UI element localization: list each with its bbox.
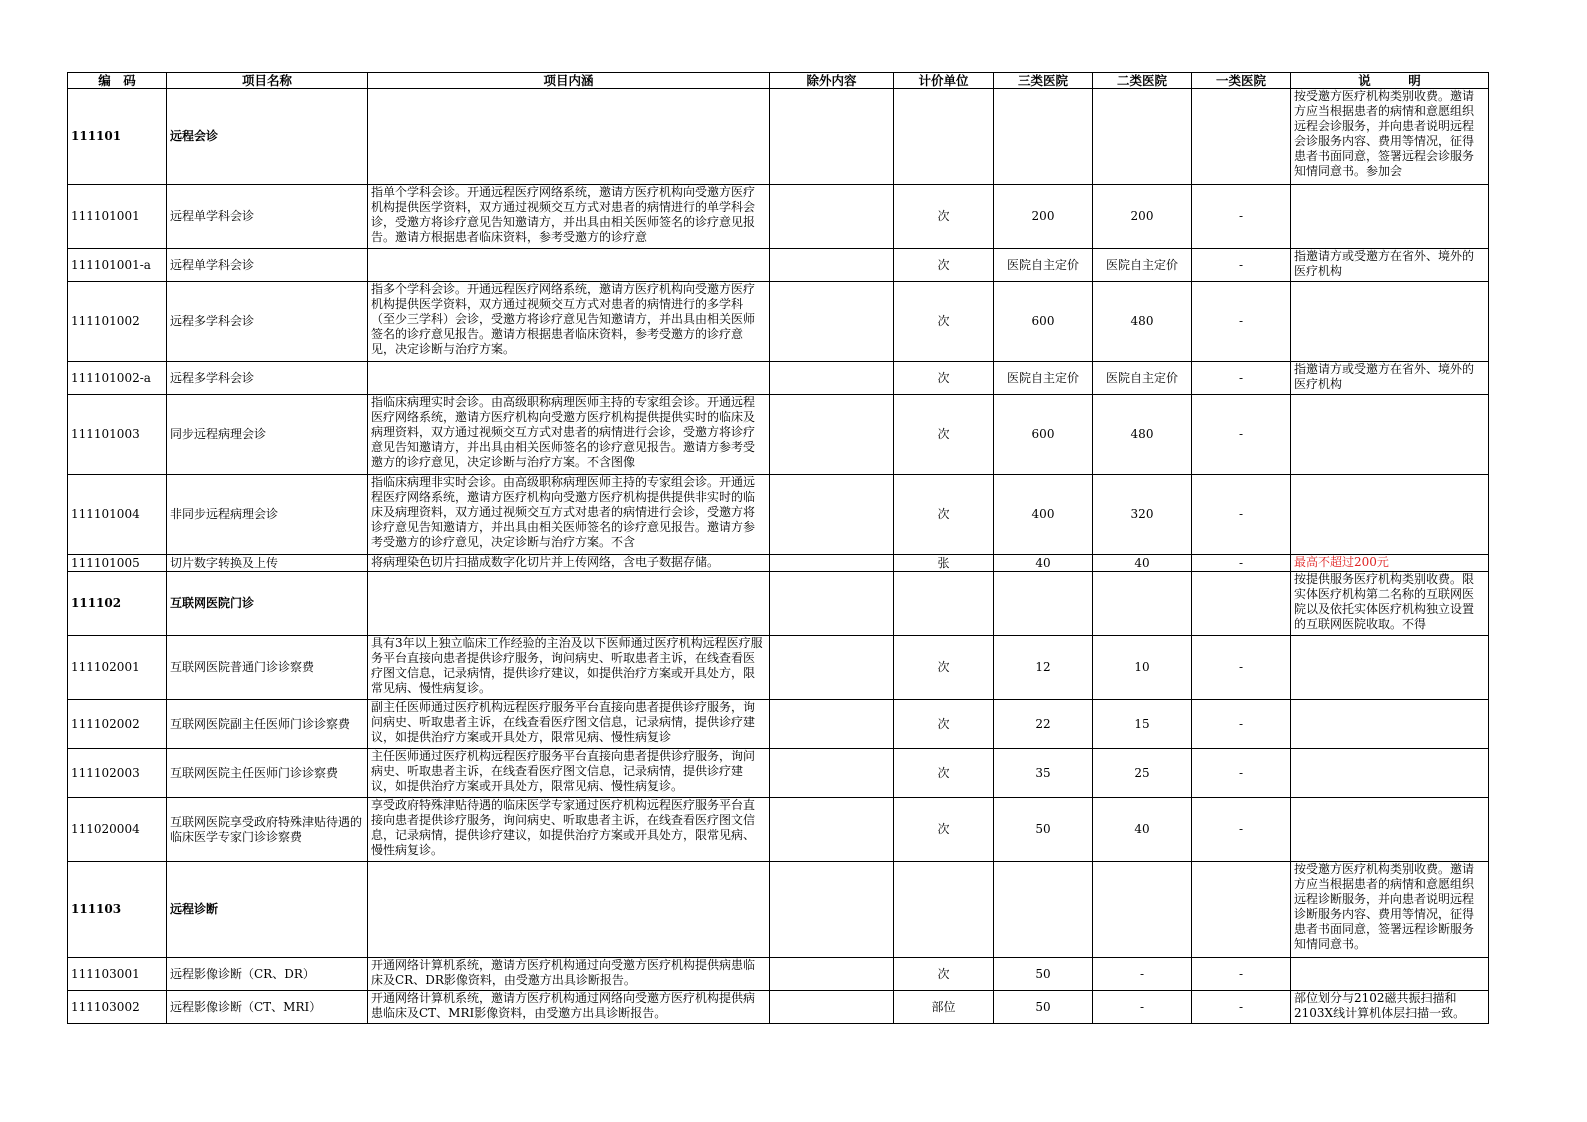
class3-price-cell-text: 50	[1035, 966, 1051, 981]
code-cell	[68, 636, 167, 700]
name-cell	[167, 798, 368, 862]
class1-price-cell	[1192, 636, 1291, 700]
code-cell-text: 111101002	[71, 314, 140, 328]
header-class3: 三类医院	[994, 73, 1093, 89]
content-cell-text: 指单个学科会诊。开通远程医疗网络系统，邀请方医疗机构向受邀方医疗机构提供医学资料，双方通过视频交互方式对患者的病情进行的单学科会诊，受邀方将诊疗意见告知邀请方，并出具由相关医师签名的诊疗意见报告。邀请方根据患者临床资料，参考受邀方的诊疗意	[371, 185, 756, 244]
content-cell	[368, 282, 770, 362]
code-cell	[68, 89, 167, 185]
class2-price-cell-text: 医院自主定价	[1105, 257, 1178, 272]
class2-price-cell-text: 10	[1134, 660, 1150, 674]
class2-price-cell-text: 480	[1130, 427, 1154, 441]
class3-price-cell-text: 600	[1031, 427, 1055, 441]
class3-price-cell-text: 200	[1031, 209, 1055, 223]
unit-cell	[894, 958, 994, 991]
code-cell	[68, 958, 167, 991]
note-cell-text: 指邀请方或受邀方在省外、境外的医疗机构	[1294, 362, 1475, 391]
class3-price-cell	[994, 282, 1093, 362]
name-cell-text: 远程影像诊断（CT、MRI）	[170, 999, 322, 1014]
unit-cell-text: 次	[937, 209, 950, 223]
unit-cell-text: 次	[937, 427, 950, 441]
class1-price-cell-text: -	[1238, 314, 1244, 328]
class3-price-cell	[994, 475, 1093, 555]
name-cell-text: 互联网医院享受政府特殊津贴待遇的临床医学专家门诊诊察费	[170, 814, 363, 844]
name-cell-text: 远程多学科会诊	[170, 370, 255, 385]
content-cell-text: 享受政府特殊津贴待遇的临床医学专家通过医疗机构远程医疗服务平台直接向患者提供诊疗服务，询问病史、听取患者主诉，在线查看医疗图文信息，记录病情，提供诊疗建议，如提供治疗方案或开具处方，限常见病、慢性病复诊。	[371, 798, 756, 857]
header-note: 说 明	[1291, 73, 1489, 89]
class2-price-cell	[1093, 282, 1192, 362]
exclusions-cell	[770, 362, 894, 395]
unit-cell	[894, 991, 994, 1024]
category-row	[68, 862, 1489, 958]
class1-price-cell	[1192, 700, 1291, 749]
code-cell	[68, 749, 167, 798]
table-row	[68, 395, 1489, 475]
class3-price-cell-text: 35	[1035, 765, 1051, 780]
code-cell	[68, 362, 167, 395]
note-cell-text: 部位划分与2102磁共振扫描和2103X线计算机体层扫描一致。	[1294, 991, 1466, 1020]
content-cell-text: 将病理染色切片扫描成数字化切片并上传网络，含电子数据存储。	[371, 555, 720, 569]
class2-price-cell	[1093, 555, 1192, 572]
class1-price-cell	[1192, 362, 1291, 395]
class1-price-cell	[1192, 475, 1291, 555]
class1-price-cell-text: -	[1238, 660, 1244, 674]
content-cell-text: 主任医师通过医疗机构远程医疗服务平台直接向患者提供诊疗服务，询问病史、听取患者主诉，在线查看医疗图文信息，记录病情，提供诊疗建议，如提供治疗方案或开具处方，限常见病、慢性病复诊。	[371, 749, 756, 793]
unit-cell	[894, 862, 994, 958]
code-cell-text: 111102003	[71, 765, 140, 780]
class1-price-cell	[1192, 862, 1291, 958]
note-cell-text: 按提供服务医疗机构类别收费。限实体医疗机构第二名称的互联网医院以及依托实体医疗机构独立设置的互联网医院收取。不得	[1294, 572, 1475, 631]
class3-price-cell-text: 50	[1035, 822, 1051, 836]
unit-cell	[894, 475, 994, 555]
class3-price-cell-text: 400	[1031, 507, 1055, 521]
class3-price-cell	[994, 749, 1093, 798]
exclusions-cell	[770, 636, 894, 700]
content-cell-text: 指临床病理实时会诊。由高级职称病理医师主持的专家组会诊。开通远程医疗网络系统，邀请方医疗机构向受邀方医疗机构提供提供实时的临床及病理资料，双方通过视频交互方式对患者的病情进行会诊，受邀方将诊疗意见告知邀请方，并出具由相关医师签名的诊疗意见报告。邀请方参考受邀方的诊疗意见，决定诊断与治疗方案。不含图像	[371, 395, 756, 469]
class3-price-cell	[994, 395, 1093, 475]
class2-price-cell	[1093, 395, 1192, 475]
unit-cell	[894, 749, 994, 798]
code-cell-text: 111101001	[71, 209, 140, 223]
class1-price-cell	[1192, 282, 1291, 362]
header-code: 编 码	[68, 73, 167, 89]
exclusions-cell	[770, 798, 894, 862]
class1-price-cell	[1192, 798, 1291, 862]
class3-price-cell-text: 医院自主定价	[1006, 370, 1079, 385]
code-cell	[68, 249, 167, 282]
price-table	[67, 72, 1489, 1024]
note-cell	[1291, 475, 1489, 555]
name-cell	[167, 636, 368, 700]
note-cell	[1291, 572, 1489, 636]
class1-price-cell-text: -	[1238, 507, 1244, 521]
code-cell-text: 111102001	[71, 660, 140, 674]
unit-cell	[894, 395, 994, 475]
class2-price-cell-text: 200	[1130, 209, 1154, 223]
name-cell-text: 远程会诊	[170, 129, 219, 143]
class1-price-cell-text: -	[1238, 370, 1244, 385]
table-row	[68, 555, 1489, 572]
class3-price-cell	[994, 362, 1093, 395]
exclusions-cell	[770, 282, 894, 362]
class2-price-cell	[1093, 185, 1192, 249]
unit-cell-text: 次	[937, 765, 950, 780]
name-cell	[167, 555, 368, 572]
name-cell	[167, 395, 368, 475]
note-cell	[1291, 555, 1489, 572]
unit-cell-text: 次	[937, 822, 950, 836]
class2-price-cell-text: 25	[1134, 765, 1150, 780]
table-row	[68, 249, 1489, 282]
content-cell	[368, 958, 770, 991]
code-cell	[68, 475, 167, 555]
table-row	[68, 991, 1489, 1024]
content-cell	[368, 749, 770, 798]
table-row	[68, 282, 1489, 362]
unit-cell-text: 次	[937, 966, 950, 981]
content-cell	[368, 798, 770, 862]
class2-price-cell-text: -	[1139, 966, 1145, 981]
code-cell-text: 111101	[71, 129, 122, 143]
content-cell	[368, 572, 770, 636]
code-cell	[68, 862, 167, 958]
unit-cell-text: 次	[937, 507, 950, 521]
class1-price-cell-text: -	[1238, 427, 1244, 441]
class1-price-cell	[1192, 749, 1291, 798]
name-cell-text: 远程多学科会诊	[170, 314, 255, 328]
code-cell	[68, 555, 167, 572]
note-cell-text: 最高不超过200元	[1294, 555, 1389, 569]
name-cell	[167, 749, 368, 798]
name-cell	[167, 862, 368, 958]
name-cell	[167, 362, 368, 395]
class1-price-cell-text: -	[1238, 257, 1244, 272]
header-name: 项目名称	[167, 73, 368, 89]
class2-price-cell	[1093, 362, 1192, 395]
class2-price-cell-text: 40	[1134, 555, 1150, 570]
name-cell-text: 互联网医院普通门诊诊察费	[170, 660, 315, 674]
table-row	[68, 185, 1489, 249]
class1-price-cell-text: -	[1238, 822, 1244, 836]
note-cell	[1291, 958, 1489, 991]
class1-price-cell-text: -	[1238, 999, 1244, 1014]
class2-price-cell-text: 320	[1130, 507, 1154, 521]
class2-price-cell	[1093, 572, 1192, 636]
table-row	[68, 749, 1489, 798]
content-cell	[368, 395, 770, 475]
class3-price-cell	[994, 798, 1093, 862]
code-cell-text: 111101004	[71, 507, 140, 521]
content-cell-text: 具有3年以上独立临床工作经验的主治及以下医师通过医疗机构远程医疗服务平台直接向患者提供诊疗服务，询问病史、听取患者主诉，在线查看医疗图文信息，记录病情，提供诊疗建议，如提供治疗方案或开具处方，限常见病、慢性病复诊。	[371, 636, 763, 695]
content-cell	[368, 991, 770, 1024]
unit-cell	[894, 555, 994, 572]
code-cell-text: 111102	[71, 596, 122, 610]
content-cell-text: 副主任医师通过医疗机构远程医疗服务平台直接向患者提供诊疗服务，询问病史、听取患者主诉，在线查看医疗图文信息，记录病情，提供诊疗建议，如提供治疗方案或开具处方，限常见病、慢性病复诊	[371, 700, 756, 744]
table-row	[68, 362, 1489, 395]
class3-price-cell-text: 医院自主定价	[1006, 257, 1079, 272]
exclusions-cell	[770, 862, 894, 958]
header-class2: 二类医院	[1093, 73, 1192, 89]
exclusions-cell	[770, 700, 894, 749]
header-row	[68, 73, 1489, 89]
unit-cell	[894, 572, 994, 636]
name-cell-text: 远程单学科会诊	[170, 257, 255, 272]
note-cell	[1291, 185, 1489, 249]
exclusions-cell	[770, 185, 894, 249]
class3-price-cell	[994, 185, 1093, 249]
note-cell	[1291, 749, 1489, 798]
class3-price-cell	[994, 555, 1093, 572]
unit-cell	[894, 636, 994, 700]
unit-cell	[894, 798, 994, 862]
table-row	[68, 475, 1489, 555]
note-cell	[1291, 862, 1489, 958]
exclusions-cell	[770, 958, 894, 991]
unit-cell	[894, 249, 994, 282]
table-row	[68, 958, 1489, 991]
exclusions-cell	[770, 572, 894, 636]
name-cell-text: 互联网医院门诊	[170, 596, 255, 610]
name-cell	[167, 475, 368, 555]
table-row	[68, 636, 1489, 700]
class3-price-cell	[994, 700, 1093, 749]
content-cell	[368, 475, 770, 555]
class2-price-cell	[1093, 249, 1192, 282]
class3-price-cell	[994, 862, 1093, 958]
code-cell	[68, 991, 167, 1024]
note-cell	[1291, 362, 1489, 395]
unit-cell	[894, 185, 994, 249]
class3-price-cell-text: 40	[1035, 555, 1051, 570]
unit-cell-text: 张	[937, 555, 950, 570]
header-class1: 一类医院	[1192, 73, 1291, 89]
class3-price-cell	[994, 991, 1093, 1024]
class1-price-cell	[1192, 395, 1291, 475]
header-unit: 计价单位	[894, 73, 994, 89]
unit-cell-text: 次	[937, 716, 950, 731]
class2-price-cell-text: 480	[1130, 314, 1154, 328]
unit-cell-text: 次	[937, 370, 950, 385]
header-content: 项目内涵	[368, 73, 770, 89]
content-cell	[368, 185, 770, 249]
code-cell-text: 111103002	[71, 999, 140, 1014]
class1-price-cell	[1192, 991, 1291, 1024]
table-body	[68, 89, 1489, 1024]
note-cell	[1291, 991, 1489, 1024]
unit-cell-text: 次	[937, 314, 950, 328]
content-cell-text: 指多个学科会诊。开通远程医疗网络系统，邀请方医疗机构向受邀方医疗机构提供医学资料，双方通过视频交互方式对患者的病情进行的多学科（至少三学科）会诊，受邀方将诊疗意见告知邀请方，并出具由相关医师签名的诊疗意见报告。邀请方根据患者临床资料，参考受邀方的诊疗意见，决定诊断与治疗方案。	[371, 282, 756, 356]
content-cell-text: 开通网络计算机系统，邀请方医疗机构通过向受邀方医疗机构提供病患临床及CR、DR影像资料，由受邀方出具诊断报告。	[371, 958, 756, 987]
code-cell	[68, 282, 167, 362]
exclusions-cell	[770, 89, 894, 185]
class3-price-cell-text: 12	[1035, 660, 1051, 674]
class3-price-cell	[994, 249, 1093, 282]
unit-cell-text: 次	[937, 660, 950, 674]
class1-price-cell-text: -	[1238, 966, 1244, 981]
class2-price-cell	[1093, 991, 1192, 1024]
class2-price-cell	[1093, 958, 1192, 991]
name-cell	[167, 89, 368, 185]
class2-price-cell	[1093, 636, 1192, 700]
code-cell-text: 111101003	[71, 427, 140, 441]
code-cell	[68, 185, 167, 249]
code-cell-text: 111103001	[71, 966, 140, 981]
unit-cell	[894, 89, 994, 185]
unit-cell	[894, 700, 994, 749]
name-cell-text: 互联网医院主任医师门诊诊察费	[170, 765, 339, 780]
name-cell	[167, 700, 368, 749]
unit-cell	[894, 362, 994, 395]
category-row	[68, 89, 1489, 185]
name-cell-text: 远程诊断	[170, 902, 219, 916]
class1-price-cell-text: -	[1238, 555, 1244, 570]
note-cell	[1291, 700, 1489, 749]
code-cell	[68, 395, 167, 475]
exclusions-cell	[770, 555, 894, 572]
table-row	[68, 700, 1489, 749]
code-cell	[68, 572, 167, 636]
class1-price-cell	[1192, 249, 1291, 282]
class1-price-cell-text: -	[1238, 765, 1244, 780]
code-cell-text: 111101005	[71, 555, 140, 570]
class1-price-cell	[1192, 555, 1291, 572]
name-cell	[167, 991, 368, 1024]
class2-price-cell-text: 40	[1134, 822, 1150, 836]
code-cell-text: 111101002-a	[71, 370, 151, 385]
content-cell	[368, 362, 770, 395]
code-cell-text: 111102002	[71, 716, 140, 731]
code-cell-text: 111101001-a	[71, 257, 151, 272]
class3-price-cell	[994, 958, 1093, 991]
header-exclusions: 除外内容	[770, 73, 894, 89]
code-cell-text: 111103	[71, 902, 122, 916]
price-table-sheet	[67, 72, 1488, 1024]
class2-price-cell	[1093, 749, 1192, 798]
class3-price-cell	[994, 636, 1093, 700]
unit-cell-text: 次	[937, 257, 950, 272]
note-cell-text: 按受邀方医疗机构类别收费。邀请方应当根据患者的病情和意愿组织远程会诊服务，并向患者说明远程会诊服务内容、费用等情况，征得患者书面同意，签署远程会诊服务知情同意书。参加会	[1294, 89, 1475, 178]
name-cell	[167, 185, 368, 249]
class3-price-cell	[994, 572, 1093, 636]
class2-price-cell-text: 医院自主定价	[1105, 370, 1178, 385]
category-row	[68, 572, 1489, 636]
content-cell	[368, 89, 770, 185]
content-cell-text: 开通网络计算机系统，邀请方医疗机构通过网络向受邀方医疗机构提供病患临床及CT、MRI影像资料，由受邀方出具诊断报告。	[371, 991, 756, 1020]
name-cell-text: 远程单学科会诊	[170, 209, 255, 223]
name-cell	[167, 572, 368, 636]
class2-price-cell	[1093, 475, 1192, 555]
exclusions-cell	[770, 475, 894, 555]
note-cell-text: 指邀请方或受邀方在省外、境外的医疗机构	[1294, 249, 1475, 278]
class1-price-cell	[1192, 572, 1291, 636]
name-cell	[167, 958, 368, 991]
code-cell	[68, 700, 167, 749]
exclusions-cell	[770, 395, 894, 475]
code-cell	[68, 798, 167, 862]
note-cell	[1291, 798, 1489, 862]
class2-price-cell	[1093, 862, 1192, 958]
name-cell	[167, 249, 368, 282]
class3-price-cell-text: 50	[1035, 999, 1051, 1014]
table-row	[68, 798, 1489, 862]
name-cell-text: 切片数字转换及上传	[170, 555, 279, 570]
content-cell	[368, 636, 770, 700]
name-cell	[167, 282, 368, 362]
note-cell	[1291, 395, 1489, 475]
name-cell-text: 非同步远程病理会诊	[170, 507, 279, 521]
exclusions-cell	[770, 991, 894, 1024]
note-cell-text: 按受邀方医疗机构类别收费。邀请方应当根据患者的病情和意愿组织远程诊断服务，并向患者说明远程诊断服务内容、费用等情况，征得患者书面同意，签署远程诊断服务知情同意书。	[1294, 862, 1475, 951]
class1-price-cell	[1192, 958, 1291, 991]
class1-price-cell	[1192, 89, 1291, 185]
name-cell-text: 远程影像诊断（CR、DR）	[170, 966, 315, 981]
class1-price-cell-text: -	[1238, 716, 1244, 731]
class2-price-cell-text: -	[1139, 999, 1145, 1014]
note-cell	[1291, 89, 1489, 185]
class2-price-cell	[1093, 700, 1192, 749]
content-cell	[368, 555, 770, 572]
note-cell	[1291, 282, 1489, 362]
content-cell-text: 指临床病理非实时会诊。由高级职称病理医师主持的专家组会诊。开通远程医疗网络系统，邀请方医疗机构向受邀方医疗机构提供提供非实时的临床及病理资料，双方通过视频交互方式对患者的病情进行会诊，受邀方将诊疗意见告知邀请方，并出具由相关医师签名的诊疗意见报告。邀请方参考受邀方的诊疗意见，决定诊断与治疗方案。不含	[371, 475, 756, 549]
content-cell	[368, 700, 770, 749]
class3-price-cell-text: 22	[1035, 716, 1051, 731]
unit-cell-text: 部位	[931, 999, 956, 1014]
class2-price-cell	[1093, 798, 1192, 862]
content-cell	[368, 249, 770, 282]
class1-price-cell-text: -	[1238, 209, 1244, 223]
unit-cell	[894, 282, 994, 362]
class2-price-cell-text: 15	[1134, 716, 1150, 731]
content-cell	[368, 862, 770, 958]
exclusions-cell	[770, 249, 894, 282]
class3-price-cell-text: 600	[1031, 314, 1055, 328]
name-cell-text: 互联网医院副主任医师门诊诊察费	[170, 716, 351, 731]
exclusions-cell	[770, 749, 894, 798]
note-cell	[1291, 636, 1489, 700]
note-cell	[1291, 249, 1489, 282]
class2-price-cell	[1093, 89, 1192, 185]
name-cell-text: 同步远程病理会诊	[170, 427, 267, 441]
class3-price-cell	[994, 89, 1093, 185]
class1-price-cell	[1192, 185, 1291, 249]
code-cell-text: 111020004	[71, 822, 140, 836]
